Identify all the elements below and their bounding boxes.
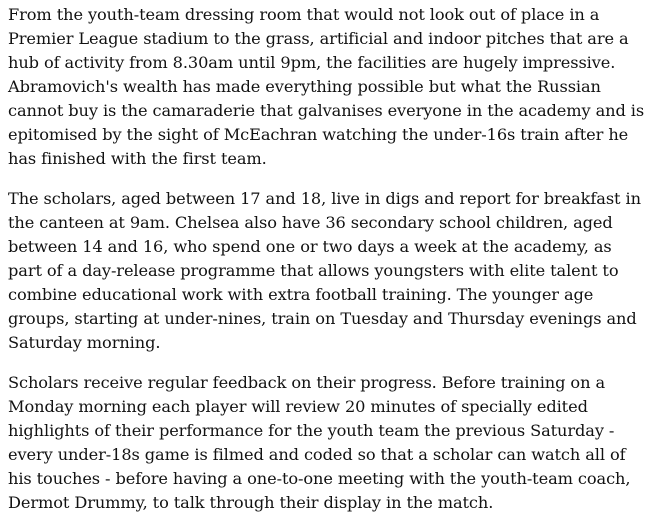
article-paragraph-2: The scholars, aged between 17 and 18, live in digs and report for breakfast in the canteen at 9am. Chelsea also have 36 secondary school children, aged between 14 and 16, who spend one or two days a week at the academy, as part of a day-release programme that allows youngsters with elite talent to combine educational work with extra football training. The younger age groups, starting at under-nines, train on Tuesday and Thursday evenings and Saturday morning. <box>8 189 641 352</box>
article-paragraph-1: From the youth-team dressing room that would not look out of place in a Premier League stadium to the grass, artificial and indoor pitches that are a hub of activity from 8.30am until 9pm, the facilities are hugely impressive. Abramovich's wealth has made everything possible but what the Russian cannot buy is the camaraderie that galvanises everyone in the academy and is epitomised by the sight of McEachran watching the under-16s train after he has finished with the first team. <box>8 5 645 168</box>
article-paragraph-3: Scholars receive regular feedback on their progress. Before training on a Monday morning each player will review 20 minutes of specially edited highlights of their performance for the youth team the previous Saturday - every under-18s game is filmed and coded so that a scholar can watch all of his touches - before having a one-to-one meeting with the youth-team coach, Dermot Drummy, to talk through their display in the match. <box>8 373 631 512</box>
article-body <box>8 3 648 515</box>
